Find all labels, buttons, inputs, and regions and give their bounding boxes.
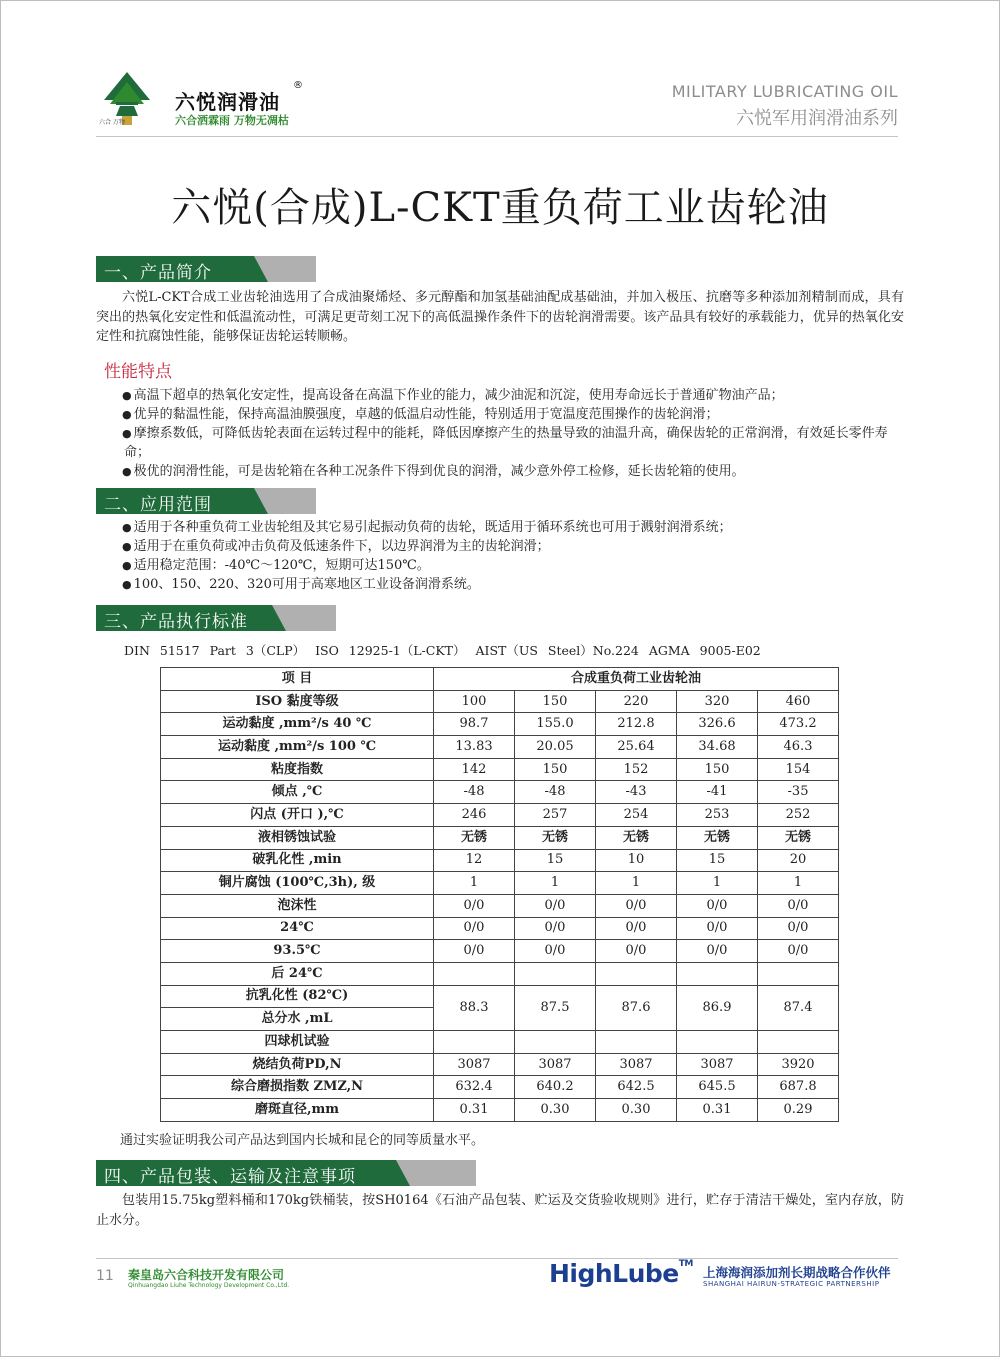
cell: 326.6 [677, 713, 758, 736]
partner-name-cn: 上海海润添加剂长期战略合作伙伴 [703, 1265, 891, 1280]
cell: 98.7 [434, 713, 515, 736]
table-row [161, 849, 839, 872]
table-row [161, 1053, 839, 1076]
cell: 15 [677, 849, 758, 872]
cell: 0/0 [434, 940, 515, 963]
cell: 0/0 [434, 917, 515, 940]
cell: 0/0 [596, 917, 677, 940]
partner-logo-text: HighLube [549, 1259, 679, 1288]
cell: 3087 [677, 1053, 758, 1076]
cell: 0/0 [596, 940, 677, 963]
cell: 252 [758, 804, 839, 827]
row-label: 磨斑直径,mm [161, 1099, 434, 1122]
cell: 0/0 [758, 894, 839, 917]
cell: 46.3 [758, 736, 839, 759]
cell: 253 [677, 804, 758, 827]
features-heading: 性能特点 [104, 362, 172, 382]
registered-mark: ® [293, 80, 303, 91]
cell: 3087 [434, 1053, 515, 1076]
header-divider [96, 136, 898, 137]
section-heading-packaging [96, 1160, 476, 1186]
cell: 1 [677, 872, 758, 895]
list-item: ● 极优的润滑性能，可是齿轮箱在各种工况条件下得到优良的润滑，减少意外停工检修，延长齿轮箱的使用。 [96, 462, 904, 481]
cell [596, 1031, 677, 1054]
table-row [161, 872, 839, 895]
cell: 473.2 [758, 713, 839, 736]
row-label: 破乳化性 ,min [161, 849, 434, 872]
row-label: 综合磨损指数 ZMZ,N [161, 1076, 434, 1099]
cell: 88.3 [434, 985, 515, 1030]
cell: 246 [434, 804, 515, 827]
partner-name-en: SHANGHAI HAIRUN-STRATEGIC PARTNERSHIP [703, 1280, 880, 1288]
cell: 0.31 [677, 1099, 758, 1122]
cell: 1 [596, 872, 677, 895]
row-label: 总分水 ,mL [161, 1008, 434, 1031]
row-label: 24℃ [161, 917, 434, 940]
cell: 0/0 [596, 894, 677, 917]
company-logo [96, 70, 158, 128]
cell: 无锈 [758, 826, 839, 849]
cell: 0/0 [515, 940, 596, 963]
company-name-cn: 秦皇岛六合科技开发有限公司 [128, 1268, 285, 1282]
cell [758, 962, 839, 985]
cell: 220 [596, 690, 677, 713]
cell [677, 1031, 758, 1054]
table-row [161, 962, 839, 985]
series-title-en: MILITARY LUBRICATING OIL [671, 82, 898, 101]
intro-text: 六悦L-CKT合成工业齿轮油选用了合成油聚烯烃、多元醇酯和加氢基础油配成基础油，并加入极压、抗磨等多种添加剂精制而成，具有突出的热氧化安定性和低温流动性，可满足更苛刻工况下的高低温操作条件下的齿轮润滑需要。该产品具有较好的承载能力，优异的热氧化安定性和抗腐蚀性能，能够保证齿轮运转顺畅。 [96, 290, 904, 344]
cell: 212.8 [596, 713, 677, 736]
section-heading-label: 四、产品包装、运输及注意事项 [104, 1167, 356, 1187]
table-row [161, 804, 839, 827]
cell: 3087 [515, 1053, 596, 1076]
spec-table [160, 667, 839, 1122]
cell: 0/0 [677, 894, 758, 917]
list-item: ● 100、150、220、320可用于高寒地区工业设备润滑系统。 [96, 575, 904, 594]
packaging-paragraph [96, 1191, 904, 1230]
table-row [161, 1076, 839, 1099]
cell: 87.4 [758, 985, 839, 1030]
brand-slogan: 六合洒霖雨 万物无凋枯 [175, 114, 289, 127]
row-label: 泡沫性 [161, 894, 434, 917]
quality-footnote: 通过实验证明我公司产品达到国内长城和昆仑的同等质量水平。 [120, 1133, 485, 1148]
cell: 87.5 [515, 985, 596, 1030]
section-heading-label: 一、产品简介 [104, 263, 212, 283]
cell: 154 [758, 758, 839, 781]
row-label: 运动黏度 ,mm²/s 100 ℃ [161, 736, 434, 759]
table-row [161, 894, 839, 917]
partner-logo [549, 1259, 693, 1288]
cell: 0.30 [596, 1099, 677, 1122]
table-header-row [161, 668, 839, 691]
standards-line: DIN 51517 Part 3（CLP） ISO 12925-1（L-CKT） AIST（US Steel）No.224 AGMA 9005-E02 [124, 643, 761, 658]
cell: -48 [434, 781, 515, 804]
company-name-en: Qinhuangdao Liuhe Technology Development Co.,Ltd. [128, 1282, 290, 1289]
logo-text: 六合 万物 [99, 119, 125, 126]
cell [596, 962, 677, 985]
cell: 0/0 [758, 940, 839, 963]
cell: 20.05 [515, 736, 596, 759]
cell: -48 [515, 781, 596, 804]
table-row [161, 781, 839, 804]
section-heading-label: 三、产品执行标准 [104, 612, 248, 632]
cell: 3087 [596, 1053, 677, 1076]
list-item: ● 摩擦系数低，可降低齿轮表面在运转过程中的能耗，降低因摩擦产生的热量导致的油温升高，确保齿轮的正常润滑，有效延长零件寿命； [96, 424, 904, 462]
cell: 20 [758, 849, 839, 872]
cell: 642.5 [596, 1076, 677, 1099]
row-label: 93.5℃ [161, 940, 434, 963]
cell: 0.30 [515, 1099, 596, 1122]
footer-divider [96, 1258, 898, 1259]
table-row [161, 1031, 839, 1054]
cell: 1 [515, 872, 596, 895]
cell: 687.8 [758, 1076, 839, 1099]
section-heading-label: 二、应用范围 [104, 495, 212, 515]
table-header-item: 项 目 [161, 668, 434, 691]
cell: 15 [515, 849, 596, 872]
row-label: 粘度指数 [161, 758, 434, 781]
cell: 150 [515, 758, 596, 781]
cell: 460 [758, 690, 839, 713]
cell: 3920 [758, 1053, 839, 1076]
intro-paragraph [96, 288, 904, 347]
cell: 12 [434, 849, 515, 872]
row-label: ISO 黏度等级 [161, 690, 434, 713]
row-label: 倾点 ,℃ [161, 781, 434, 804]
cell [434, 962, 515, 985]
cell: 150 [677, 758, 758, 781]
brand-name: 六悦润滑油 [175, 90, 280, 114]
row-label: 抗乳化性 (82℃) [161, 985, 434, 1008]
list-item: ● 适用于在重负荷或冲击负荷及低速条件下，以边界润滑为主的齿轮润滑； [96, 537, 904, 556]
cell: 13.83 [434, 736, 515, 759]
cell: 86.9 [677, 985, 758, 1030]
cell [677, 962, 758, 985]
cell: 0/0 [515, 917, 596, 940]
cell: 10 [596, 849, 677, 872]
cell: -43 [596, 781, 677, 804]
table-row [161, 736, 839, 759]
table-row [161, 826, 839, 849]
cell [515, 962, 596, 985]
table-row [161, 758, 839, 781]
row-label: 铜片腐蚀 (100℃,3h), 级 [161, 872, 434, 895]
cell: 645.5 [677, 1076, 758, 1099]
table-row [161, 690, 839, 713]
cell: 无锈 [677, 826, 758, 849]
cell: 0/0 [758, 917, 839, 940]
row-label: 液相锈蚀试验 [161, 826, 434, 849]
cell: 254 [596, 804, 677, 827]
cell: 0/0 [677, 940, 758, 963]
application-list [96, 518, 904, 594]
cell: 100 [434, 690, 515, 713]
cell: 25.64 [596, 736, 677, 759]
list-item: ● 高温下超卓的热氧化安定性，提高设备在高温下作业的能力，减少油泥和沉淀，使用寿命远长于普通矿物油产品； [96, 386, 904, 405]
table-row [161, 1099, 839, 1122]
cell: 155.0 [515, 713, 596, 736]
table-row [161, 713, 839, 736]
table-row [161, 917, 839, 940]
section-heading-standards [96, 605, 336, 631]
table-row [161, 940, 839, 963]
cell [515, 1031, 596, 1054]
cell: 1 [434, 872, 515, 895]
cell: 142 [434, 758, 515, 781]
row-label: 闪点 (开口 ),℃ [161, 804, 434, 827]
packaging-text: 包装用15.75kg塑料桶和170kg铁桶装，按SH0164《石油产品包装、贮运及交货验收规则》进行，贮存于清洁干燥处，室内存放，防止水分。 [96, 1193, 904, 1228]
table-header-group: 合成重负荷工业齿轮油 [434, 668, 839, 691]
cell: 1 [758, 872, 839, 895]
features-list [96, 386, 904, 481]
cell: 0/0 [434, 894, 515, 917]
row-label: 四球机试验 [161, 1031, 434, 1054]
cell: 无锈 [596, 826, 677, 849]
cell: 632.4 [434, 1076, 515, 1099]
cell: 无锈 [515, 826, 596, 849]
cell [758, 1031, 839, 1054]
cell: 152 [596, 758, 677, 781]
row-label: 后 24℃ [161, 962, 434, 985]
cell: -35 [758, 781, 839, 804]
series-title-cn: 六悦军用润滑油系列 [736, 108, 898, 129]
cell: -41 [677, 781, 758, 804]
cell: 0/0 [677, 917, 758, 940]
page-number: 11 [96, 1268, 114, 1284]
document-title: 六悦(合成)L-CKT重负荷工业齿轮油 [171, 185, 829, 231]
cell: 150 [515, 690, 596, 713]
list-item: ● 优异的黏温性能，保持高温油膜强度，卓越的低温启动性能，特别适用于宽温度范围操作的齿轮润滑； [96, 405, 904, 424]
cell: 34.68 [677, 736, 758, 759]
section-heading-intro [96, 256, 316, 282]
cell [434, 1031, 515, 1054]
cell: 640.2 [515, 1076, 596, 1099]
cell: 257 [515, 804, 596, 827]
cell: 无锈 [434, 826, 515, 849]
cell: 0/0 [515, 894, 596, 917]
trademark-mark: TM [678, 1259, 693, 1269]
row-label: 运动黏度 ,mm²/s 40 ℃ [161, 713, 434, 736]
list-item: ● 适用稳定范围：-40℃～120℃，短期可达150℃。 [96, 556, 904, 575]
section-heading-application [96, 488, 316, 514]
table-row [161, 985, 839, 1008]
cell: 0.29 [758, 1099, 839, 1122]
cell: 87.6 [596, 985, 677, 1030]
row-label: 烧结负荷PD,N [161, 1053, 434, 1076]
cell: 0.31 [434, 1099, 515, 1122]
list-item: ● 适用于各种重负荷工业齿轮组及其它易引起振动负荷的齿轮，既适用于循环系统也可用于溅射润滑系统； [96, 518, 904, 537]
cell: 320 [677, 690, 758, 713]
